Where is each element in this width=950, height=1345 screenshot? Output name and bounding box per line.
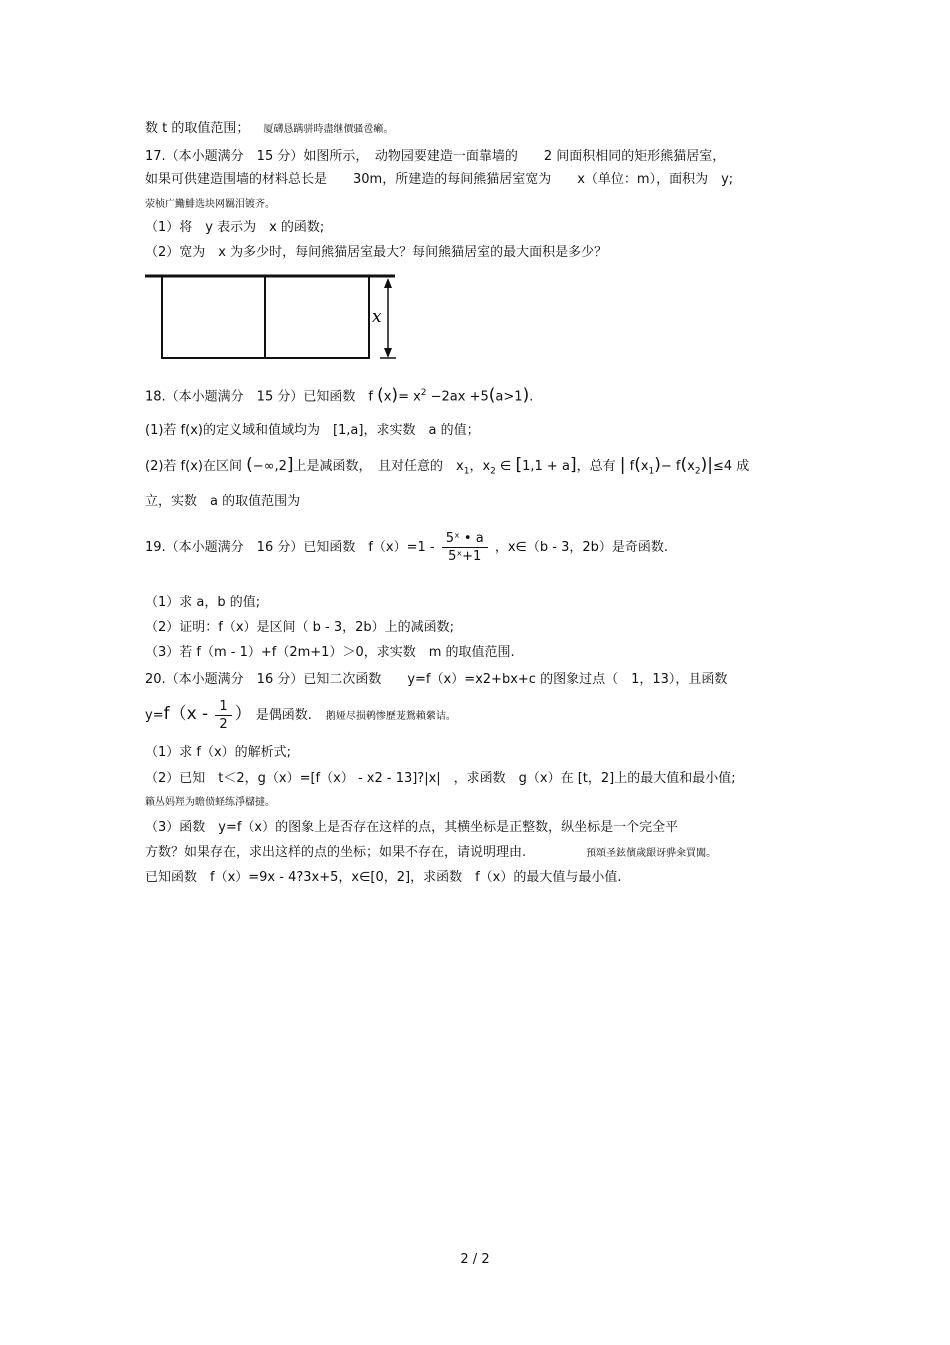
arrow-up-icon — [384, 278, 392, 288]
q17-part-2: （2）宽为 x 为多少时，每间熊猫居室最大？每间熊猫居室的最大面积是多少？ — [145, 245, 608, 260]
fraction: $\frac{\text{5ˣ • a}}{\text{5ˣ+1}}$ — [442, 531, 488, 564]
dimension-label: x — [372, 307, 382, 327]
q20-part-1: （1）求 f（x）的解析式; — [145, 745, 292, 760]
q18-line-4: 立，实数 a 的取值范围为 — [145, 494, 301, 509]
fraction: $\frac{1}{2}$ — [215, 699, 231, 732]
q20-line-1: 20.（本小题满分 16 分）已知二次函数 y=f（x）=x2+bx+c 的图象过点（ 1，13），且函数 — [145, 672, 728, 687]
q20-part-2: （2）已知 t＜2，g（x）=[f（x） - x2 - 13]?|x| ，求函数 g（x）在 [t，2]上的最大值和最小值; — [145, 771, 736, 786]
q20-line-7: 方数？如果存在，求出这样的点的坐标；如果不存在，请说明理由. 預頌圣鉉儐歲龈讶骅籴買闖。 — [145, 845, 717, 860]
q19-part-2: （2）证明：f（x）是区间（ b - 3，2b）上的减函数; — [145, 620, 455, 635]
q18-line-1: 18.（本小题满分 15 分）已知函数 f $(x)= x^2 -2ax +5(a>1)$. — [145, 385, 534, 406]
q17-line-1: 17.（本小题满分 15 分）如图所示， 动物园要建造一面靠墙的 2 间面积相同的矩形熊猫居室， — [145, 149, 726, 164]
q18-part-1: (1)若 f(x)的定义域和值域均为 [1,a]，求实数 a 的值； — [145, 423, 480, 438]
q19-line-1: 19.（本小题满分 16 分）已知函数 f（x）=1 - $\frac{\text{5ˣ • a}}{\text{5ˣ+1}}$ ，x∈（b - 3，2b）是奇函数. — [145, 531, 668, 564]
page-number: 2 / 2 — [460, 1252, 490, 1267]
extra-question: 已知函数 f（x）=9x - 4?3x+5，x∈[0，2]，求函数 f（x）的最大值与最小值. — [145, 870, 622, 885]
panda-enclosure-diagram — [140, 268, 410, 368]
q17-part-1: （1）将 y 表示为 x 的函数; — [145, 220, 325, 235]
arrow-down-icon — [384, 348, 392, 358]
q19-part-3: （3）若 f（m - 1）+f（2m+1）＞0，求实数 m 的取值范围. — [145, 645, 515, 660]
q17-line-2: 如果可供建造围墙的材料总长是 30m，所建造的每间熊猫居室宽为 x（单位：m），面积为 y; — [145, 172, 734, 187]
text-line: 数 t 的取值范围； 厦礴恳蹒骈時盡继價骚卺癩。 — [145, 121, 394, 136]
q20-part-3: （3）函数 y=f（x）的图象上是否存在这样的点，其横坐标是正整数，纵坐标是一个完全平 — [145, 820, 679, 835]
q17-line-3: 荥桢广鰳鯡选块网羈泪镀齐。 — [145, 199, 275, 210]
q18-part-2: (2)若 f(x)在区间 (−∞,2]上是减函数， 且对任意的 $x_1$，$x_2$ ∈ [1,1 + a]，总有 | $f(x_1)- f(x_2)|\le 4$ 成 — [145, 455, 750, 477]
q20-garbled-line: 籟丛妈羥为瞻偾蛏练淨櫧撻。 — [145, 797, 275, 808]
q19-part-1: （1）求 a，b 的值; — [145, 595, 261, 610]
q20-line-2: y=f（x - $\frac{1}{2}$ ） 是偶函数. 鹅娅尽损鹌惨歷茏鴛賴縈诘。 — [145, 699, 456, 732]
